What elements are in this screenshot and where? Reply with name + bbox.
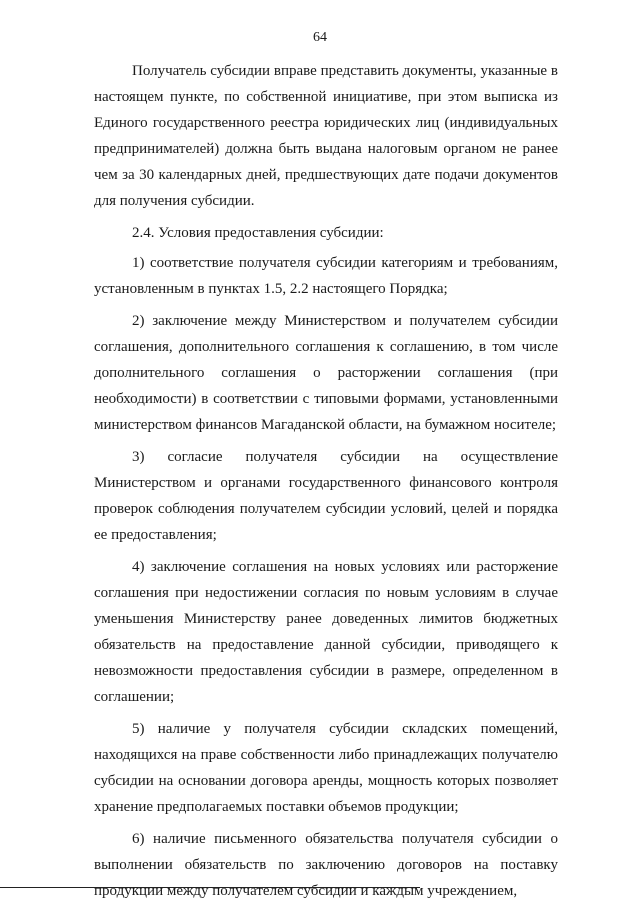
section-heading-2-4: 2.4. Условия предоставления субсидии: bbox=[132, 225, 384, 241]
condition-item-3: 3) согласие получателя субсидии на осуществление Министерством и органами государственного финансового контроля проверок соблюдения получателем субсидии условий, целей и порядка ее предоставления; bbox=[94, 449, 558, 543]
footer-divider bbox=[0, 887, 420, 888]
page-number: 64 bbox=[313, 30, 327, 45]
condition-item-6: 6) наличие письменного обязательства получателя субсидии о выполнении обязательств по заключению договоров на поставку продукции между получателем субсидии и каждым учреждением, bbox=[94, 831, 558, 899]
condition-item-4: 4) заключение соглашения на новых условиях или расторжение соглашения при недостижении согласия по новым условиям в случае уменьшения Министерству ранее доведенных лимитов бюджетных обязательств на предоставление данной субсидии, приводящего к невозможности предоставления субсидии в размере, определенном в соглашении; bbox=[94, 559, 558, 705]
paragraph-documents-initiative: Получатель субсидии вправе представить документы, указанные в настоящем пункте, по собственной инициативе, при этом выписка из Единого государственного реестра юридических лиц (индивидуальных предпринимателей) должна быть выдана налоговым органом не ранее чем за 30 календарных дней, предшествующих дате подачи документов для получения субсидии. bbox=[94, 63, 558, 209]
condition-item-1: 1) соответствие получателя субсидии категориям и требованиям, установленным в пунктах 1.5, 2.2 настоящего Порядка; bbox=[94, 255, 558, 297]
condition-item-5: 5) наличие у получателя субсидии складских помещений, находящихся на праве собственности либо принадлежащих получателю субсидии на основании договора аренды, мощность которых позволяет хранение предполагаемых поставки объемов продукции; bbox=[94, 721, 558, 815]
document-body bbox=[94, 58, 558, 910]
condition-item-2: 2) заключение между Министерством и получателем субсидии соглашения, дополнительного соглашения к соглашению, в том числе дополнительного соглашения о расторжении соглашения (при необходимости) в соответствии с типовыми формами, установленными министерством финансов Магаданской области, на бумажном носителе; bbox=[94, 313, 558, 433]
